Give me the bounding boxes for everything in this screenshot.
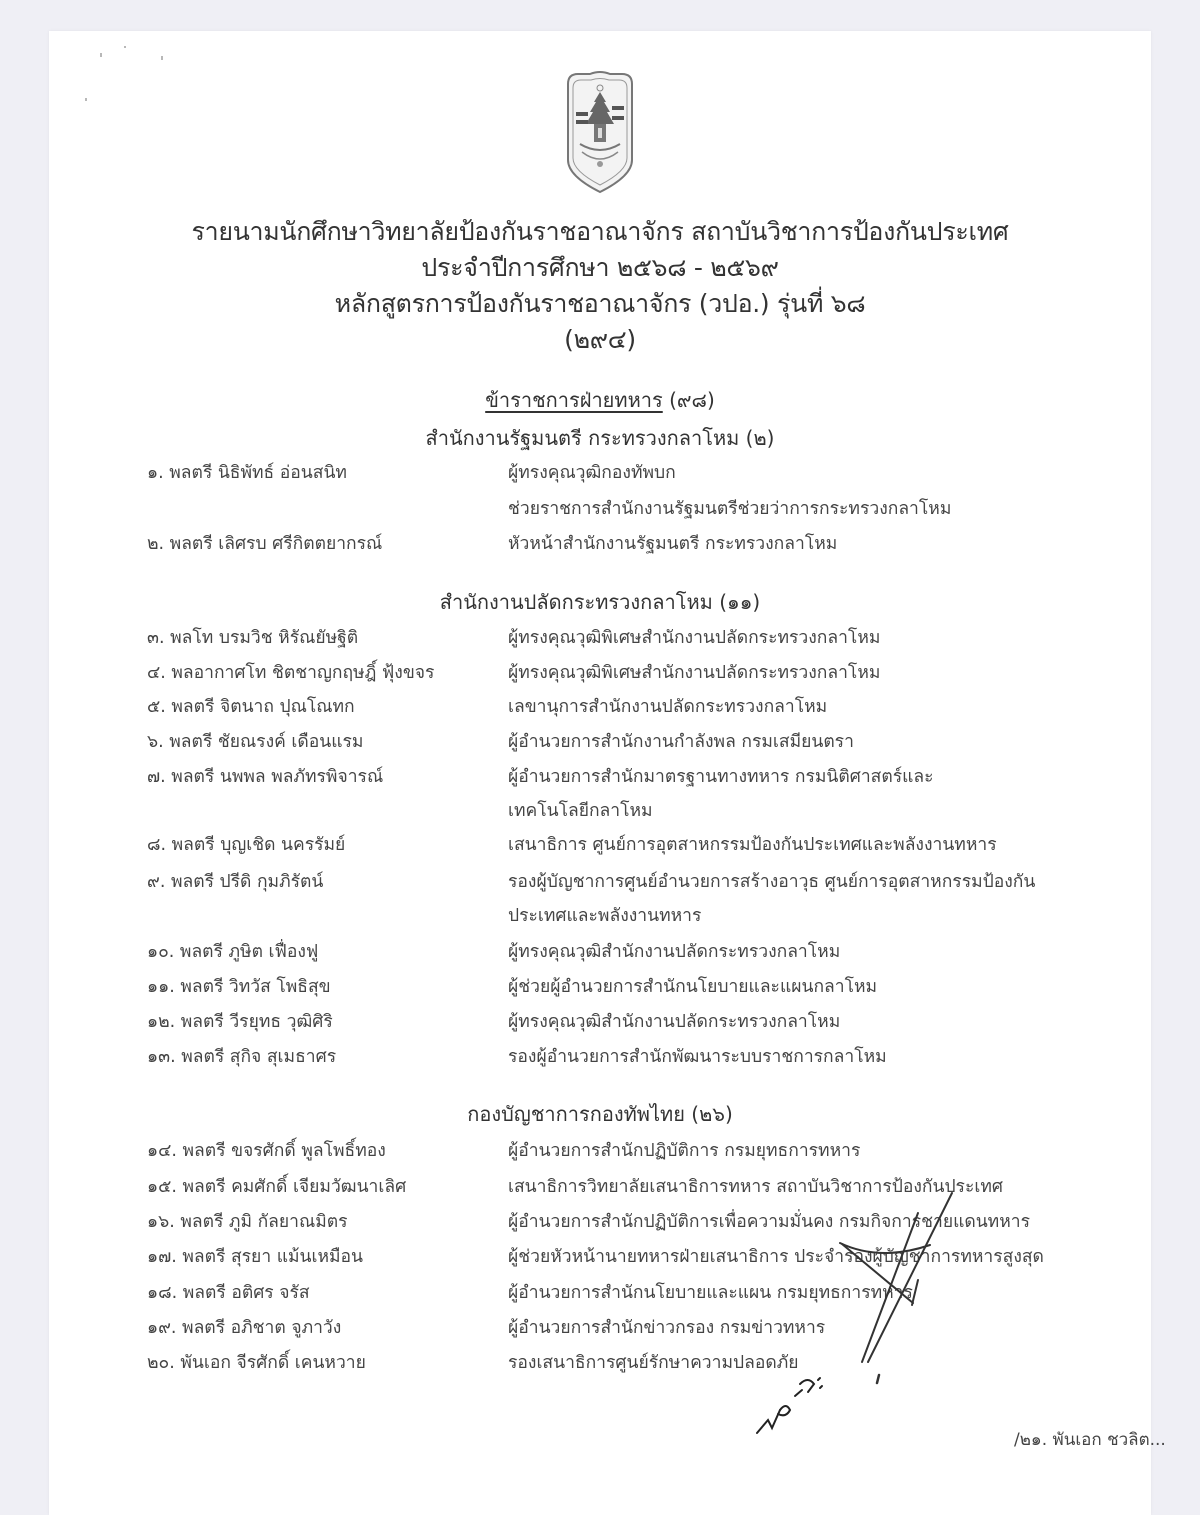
entry-name: ๖. พลตรี ชัยณรงค์ เดือนแรม bbox=[147, 732, 364, 752]
entry-position: เทคโนโลยีกลาโหม bbox=[508, 801, 653, 821]
entry-position: รองเสนาธิการศูนย์รักษาความปลอดภัย bbox=[508, 1353, 799, 1373]
scan-speck bbox=[161, 56, 163, 60]
entry-position: ผู้ช่วยผู้อำนวยการสำนักนโยบายและแผนกลาโหม bbox=[508, 977, 878, 997]
entry-position: เสนาธิการวิทยาลัยเสนาธิการทหาร สถาบันวิชาการป้องกันประเทศ bbox=[508, 1177, 1003, 1197]
category-count: (๙๘) bbox=[669, 388, 715, 412]
entry-name: ๑๒. พลตรี วีรยุทธ วุฒิศิริ bbox=[147, 1012, 333, 1032]
continuation-note: /๒๑. พันเอก ชวลิต... bbox=[1014, 1430, 1166, 1450]
entry-position: ผู้อำนวยการสำนักข่าวกรอง กรมข่าวทหาร bbox=[508, 1318, 826, 1338]
entry-name: ๑๕. พลตรี คมศักดิ์ เจียมวัฒนาเลิศ bbox=[147, 1177, 407, 1197]
entry-position: รองผู้บัญชาการศูนย์อำนวยการสร้างอาวุธ ศูนย์การอุตสาหกรรมป้องกัน bbox=[508, 872, 1036, 892]
entry-name: ๕. พลตรี จิตนาถ ปุณโณทก bbox=[147, 697, 355, 717]
entry-name: ๑๘. พลตรี อติศร จรัส bbox=[147, 1283, 310, 1303]
entry-position: ผู้ทรงคุณวุฒิพิเศษสำนักงานปลัดกระทรวงกลาโหม bbox=[508, 663, 881, 683]
entry-position: หัวหน้าสำนักงานรัฐมนตรี กระทรวงกลาโหม bbox=[508, 534, 838, 554]
entry-position: เสนาธิการ ศูนย์การอุตสาหกรรมป้องกันประเทศและพลังงานทหาร bbox=[508, 835, 997, 855]
entry-position: ผู้อำนวยการสำนักปฏิบัติการ กรมยุทธการทหาร bbox=[508, 1141, 861, 1161]
scan-speck bbox=[124, 46, 126, 48]
category-label: ข้าราชการฝ่ายทหาร bbox=[485, 388, 663, 412]
entry-position: ประเทศและพลังงานทหาร bbox=[508, 906, 702, 926]
entry-name: ๑๑. พลตรี วิทวัส โพธิสุข bbox=[147, 977, 331, 997]
section-heading: สำนักงานรัฐมนตรี กระทรวงกลาโหม (๒) bbox=[425, 426, 775, 450]
entry-name: ๑๙. พลตรี อภิชาต จูภาวัง bbox=[147, 1318, 342, 1338]
entry-position: ผู้อำนวยการสำนักงานกำลังพล กรมเสมียนตรา bbox=[508, 732, 854, 752]
entry-name: ๒. พลตรี เลิศรบ ศรีกิตตยากรณ์ bbox=[147, 534, 383, 554]
entry-position: ผู้ช่วยหัวหน้านายทหารฝ่ายเสนาธิการ ประจำรองผู้บัญชาการทหารสูงสุด bbox=[508, 1247, 1044, 1267]
entry-position: เลขานุการสำนักงานปลัดกระทรวงกลาโหม bbox=[508, 697, 828, 717]
entry-position: รองผู้อำนวยการสำนักพัฒนาระบบราชการกลาโหม bbox=[508, 1047, 887, 1067]
entry-position: ผู้อำนวยการสำนักมาตรฐานทางทหาร กรมนิติศาสตร์และ bbox=[508, 767, 934, 787]
document-title bbox=[0, 214, 1200, 358]
title-line-total: (๒๙๔) bbox=[564, 325, 636, 354]
entry-position: ผู้ทรงคุณวุฒิสำนักงานปลัดกระทรวงกลาโหม bbox=[508, 942, 841, 962]
entry-name: ๑๖. พลตรี ภูมิ กัลยาณมิตร bbox=[147, 1212, 348, 1232]
title-line-academic-year: ประจำปีการศึกษา ๒๕๖๘ - ๒๕๖๙ bbox=[421, 253, 779, 282]
scan-speck bbox=[85, 98, 87, 101]
scan-speck bbox=[100, 53, 102, 57]
entry-name: ๔. พลอากาศโท ชิตชาญกฤษฎิ์ ฟุ้งขจร bbox=[147, 663, 435, 683]
entry-name: ๑๔. พลตรี ขจรศักดิ์ พูลโพธิ์ทอง bbox=[147, 1141, 386, 1161]
entry-name: ๗. พลตรี นพพล พลภัทรพิจารณ์ bbox=[147, 767, 384, 787]
institution-emblem-icon bbox=[560, 70, 640, 194]
entry-name: ๘. พลตรี บุญเชิด นครรัมย์ bbox=[147, 835, 346, 855]
title-line-course: หลักสูตรการป้องกันราชอาณาจักร (วปอ.) รุ่นที่ ๖๘ bbox=[334, 289, 866, 318]
entry-name: ๓. พลโท บรมวิช หิรัณยัษฐิติ bbox=[147, 628, 359, 648]
category-heading bbox=[0, 384, 1200, 416]
entry-position: ผู้ทรงคุณวุฒิกองทัพบก bbox=[508, 463, 676, 483]
section-heading: กองบัญชาการกองทัพไทย (๒๖) bbox=[467, 1102, 733, 1126]
entry-name: ๒๐. พันเอก จีรศักดิ์ เคนหวาย bbox=[147, 1353, 366, 1373]
entry-position: ผู้ทรงคุณวุฒิพิเศษสำนักงานปลัดกระทรวงกลาโหม bbox=[508, 628, 881, 648]
entry-name: ๑๓. พลตรี สุกิจ สุเมธาศร bbox=[147, 1047, 337, 1067]
entry-position: ผู้อำนวยการสำนักนโยบายและแผน กรมยุทธการทหาร bbox=[508, 1283, 913, 1303]
entry-position: ผู้อำนวยการสำนักปฏิบัติการเพื่อความมั่นคง กรมกิจการชายแดนทหาร bbox=[508, 1212, 1030, 1232]
entry-position: ช่วยราชการสำนักงานรัฐมนตรีช่วยว่าการกระทรวงกลาโหม bbox=[508, 499, 952, 519]
entry-name: ๑๗. พลตรี สุรยา แม้นเหมือน bbox=[147, 1247, 364, 1267]
title-line-institution: รายนามนักศึกษาวิทยาลัยป้องกันราชอาณาจักร สถาบันวิชาการป้องกันประเทศ bbox=[191, 217, 1009, 246]
entry-name: ๑๐. พลตรี ภูษิต เฟื่องฟู bbox=[147, 942, 319, 962]
entry-position: ผู้ทรงคุณวุฒิสำนักงานปลัดกระทรวงกลาโหม bbox=[508, 1012, 841, 1032]
entry-name: ๑. พลตรี นิธิพัทธ์ อ่อนสนิท bbox=[147, 463, 347, 483]
section-heading: สำนักงานปลัดกระทรวงกลาโหม (๑๑) bbox=[439, 590, 761, 614]
entry-name: ๙. พลตรี ปรีดิ กุมภิรัตน์ bbox=[147, 872, 324, 892]
